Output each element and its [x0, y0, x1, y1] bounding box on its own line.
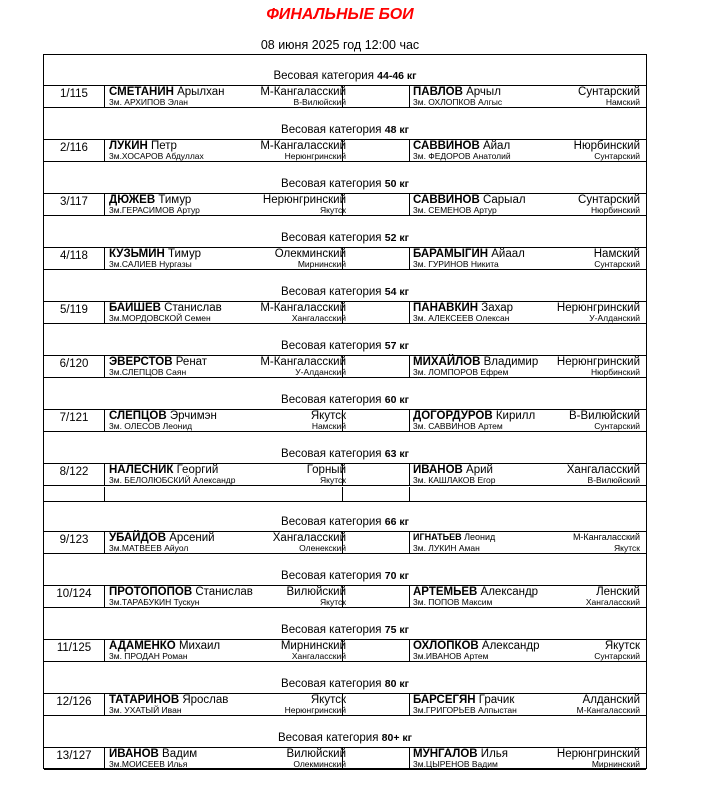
fighter-region: М-Кангаласский	[572, 532, 640, 542]
fighter-surname: АДАМЕНКО	[109, 640, 176, 652]
column-divider	[342, 487, 343, 501]
weight-category-prefix: Весовая категория	[273, 70, 374, 82]
coach-name: 3м. САВВИНОВ Артем	[413, 421, 503, 431]
weight-category-label	[44, 732, 646, 744]
weight-category-prefix: Весовая категория	[281, 232, 382, 244]
coach-region: Хангаласский	[585, 597, 640, 607]
column-divider	[104, 693, 105, 715]
fighter-region: Якутск	[310, 694, 346, 706]
fighter-given-name: Айал	[479, 140, 511, 152]
fighter-surname: УБАЙДОВ	[109, 532, 166, 544]
fighter-surname: ИВАНОВ	[109, 748, 159, 760]
coach-name: 3м.САЛИЕВ Нургазы	[109, 259, 192, 269]
row-divider	[44, 485, 646, 486]
column-divider	[409, 747, 410, 769]
coach-name: 3м. ПОПОВ Максим	[413, 597, 493, 607]
row-divider	[44, 161, 646, 162]
weight-category-value: 44-46 кг	[377, 70, 417, 82]
fighter-given-name: Арий	[462, 464, 493, 476]
bout-number: 5/119	[60, 304, 88, 316]
fighter-region: Нюрбинский	[573, 140, 640, 152]
coach-region: Мирнинский	[297, 259, 346, 269]
coach-region: Якутск	[614, 543, 640, 553]
coach-region: Якутск	[320, 475, 346, 485]
fighter-surname: ДЮЖЕВ	[109, 194, 156, 206]
bout-number: 13/127	[56, 750, 92, 762]
fighter-given-name: Тимур	[155, 194, 192, 206]
weight-category-value: 63 кг	[384, 448, 409, 460]
fighter-region: Хангаласский	[566, 464, 640, 476]
weight-category-prefix: Весовая категория	[281, 286, 382, 298]
fighter-surname: САВВИНОВ	[413, 194, 480, 206]
fighter-region: Вилюйский	[286, 748, 346, 760]
coach-region: Намский	[605, 97, 640, 107]
coach-name: 3м. БЕЛОЛЮБСКИЙ Александр	[109, 475, 236, 485]
coach-region: В-Вилюйский	[293, 97, 346, 107]
column-divider	[409, 531, 410, 553]
coach-name: 3м.СЛЕПЦОВ Саян	[109, 367, 187, 377]
fighter-surname: ТАТАРИНОВ	[109, 694, 180, 706]
coach-region: Намский	[311, 421, 346, 431]
fighter-region: Сунтарский	[578, 194, 640, 206]
coach-region: Сунтарский	[594, 259, 640, 269]
coach-region: У-Алданский	[589, 313, 640, 323]
column-divider	[104, 531, 105, 553]
coach-region: Сунтарский	[594, 421, 640, 431]
weight-category-prefix: Весовая категория	[281, 678, 382, 690]
fighter-surname: МУНГАЛОВ	[413, 748, 478, 760]
fighter-surname: АРТЕМЬЕВ	[413, 586, 478, 598]
column-divider	[104, 139, 105, 161]
fighter-region: М-Кангаласский	[260, 302, 346, 314]
coach-name: 3м. АЛЕКСЕЕВ Олексан	[413, 313, 510, 323]
coach-name: 3м. УХАТЫЙ Иван	[109, 705, 182, 715]
coach-region: Нюрбинский	[590, 205, 640, 215]
column-divider	[409, 409, 410, 431]
bout-number: 1/115	[60, 88, 88, 100]
column-divider	[409, 463, 410, 485]
column-divider	[409, 355, 410, 377]
fighter-surname: ЛУКИН	[109, 140, 148, 152]
coach-name: 3м.ИВАНОВ Артем	[413, 651, 489, 661]
fighter-given-name: Александр	[478, 640, 540, 652]
fighter-region: Якутск	[310, 410, 346, 422]
bout-number: 2/116	[60, 142, 88, 154]
fighter-surname: ЭВЕРСТОВ	[109, 356, 173, 368]
fighter-given-name: Ренат	[172, 356, 208, 368]
coach-name: 3м. АРХИПОВ Элан	[109, 97, 188, 107]
fighter-given-name: Айаал	[488, 248, 525, 260]
page-title: ФИНАЛЬНЫЕ БОИ	[266, 6, 414, 23]
column-divider	[104, 639, 105, 661]
column-divider	[104, 463, 105, 485]
bout-number: 6/120	[59, 358, 89, 370]
column-divider	[409, 693, 410, 715]
fighter-region: Горный	[306, 464, 346, 476]
weight-category-prefix: Весовая категория	[281, 448, 382, 460]
fighter-region: Ленский	[596, 586, 640, 598]
fighter-region: Нерюнгринский	[556, 302, 640, 314]
bout-number: 10/124	[56, 588, 92, 600]
fighter-given-name: Станислав	[192, 586, 253, 598]
weight-category-label	[44, 678, 646, 690]
coach-region: Сунтарский	[594, 151, 640, 161]
weight-category-prefix: Весовая категория	[281, 394, 382, 406]
weight-category-label	[44, 570, 646, 582]
bout-number: 8/122	[59, 466, 89, 478]
coach-region: Оленекский	[299, 543, 346, 553]
column-divider	[409, 301, 410, 323]
fighter-given-name: Илья	[477, 748, 508, 760]
fighter-given-name: Леонид	[461, 532, 496, 542]
fighter-surname: БАИШЕВ	[109, 302, 161, 314]
weight-category-label	[44, 178, 646, 190]
row-divider	[44, 431, 646, 432]
bout-number: 3/117	[60, 196, 88, 208]
fighter-region: Мирнинский	[280, 640, 346, 652]
bout-number: 12/126	[56, 696, 92, 708]
fighter-surname: САВВИНОВ	[413, 140, 480, 152]
fighter-surname: ИГНАТЬЕВ	[413, 532, 462, 542]
column-divider	[104, 409, 105, 431]
column-divider	[104, 355, 105, 377]
weight-category-prefix: Весовая категория	[277, 732, 379, 744]
column-divider	[409, 247, 410, 269]
coach-name: 3м. ГУРИНОВ Никита	[413, 259, 499, 269]
row-divider	[44, 107, 646, 108]
column-divider	[409, 139, 410, 161]
fighter-given-name: Кирилл	[492, 410, 536, 422]
fighter-given-name: Михаил	[175, 640, 221, 652]
fighter-surname: БАРСЕГЯН	[413, 694, 476, 706]
coach-region: Якутск	[320, 205, 346, 215]
coach-name: 3м. ФЕДОРОВ Анатолий	[413, 151, 511, 161]
fighter-given-name: Владимир	[480, 356, 539, 368]
coach-name: 3м. ОХЛОПКОВ Алгыс	[413, 97, 503, 107]
column-divider	[104, 585, 105, 607]
weight-category-value: 54 кг	[384, 286, 409, 298]
weight-category-value: 60 кг	[384, 394, 409, 406]
coach-name: 3м.ЦЫРЕНОВ Вадим	[413, 759, 498, 769]
fighter-surname: ОХЛОПКОВ	[413, 640, 479, 652]
row-divider	[44, 769, 646, 770]
column-divider	[104, 301, 105, 323]
row-divider	[44, 269, 646, 270]
fighter-surname: СЛЕПЦОВ	[109, 410, 167, 422]
weight-category-value: 70 кг	[384, 570, 409, 582]
fighter-region: М-Кангаласский	[260, 356, 346, 368]
fighter-region: В-Вилюйский	[569, 410, 640, 422]
fighter-given-name: Арылхан	[173, 86, 225, 98]
weight-category-value: 80+ кг	[381, 732, 413, 744]
coach-region: Сунтарский	[594, 651, 640, 661]
fighter-given-name: Вадим	[158, 748, 198, 760]
weight-category-label	[44, 448, 646, 460]
coach-name: 3м. ПРОДАН Роман	[109, 651, 188, 661]
row-divider	[44, 323, 646, 324]
fighter-region: Намский	[593, 248, 640, 260]
fighter-given-name: Захар	[478, 302, 514, 314]
row-divider	[44, 715, 646, 716]
fighter-region: Нерюнгринский	[556, 356, 640, 368]
coach-region: У-Алданский	[295, 367, 346, 377]
row-divider	[44, 607, 646, 608]
coach-name: 3м. ОЛЕСОВ Леонид	[109, 421, 193, 431]
coach-region: Нерюнгринский	[284, 705, 346, 715]
fighter-surname: МИХАЙЛОВ	[413, 356, 481, 368]
fighter-surname: ИВАНОВ	[413, 464, 463, 476]
coach-name: 3м.МОРДОВСКОЙ Семен	[109, 313, 211, 323]
fighter-given-name: Грачик	[475, 694, 515, 706]
fighter-region: Якутск	[604, 640, 640, 652]
row-divider	[44, 215, 646, 216]
coach-name: 3м.ГЕРАСИМОВ Артур	[109, 205, 200, 215]
coach-name: 3м. ЛОМПОРОВ Ефрем	[413, 367, 509, 377]
fighter-surname: БАРАМЫГИН	[413, 248, 489, 260]
fighter-given-name: Сарыал	[479, 194, 526, 206]
weight-category-value: 75 кг	[384, 624, 409, 636]
fighter-given-name: Александр	[477, 586, 539, 598]
column-divider	[104, 747, 105, 769]
fighter-region: М-Кангаласский	[260, 86, 346, 98]
coach-name: 3м.ГРИГОРЬЕВ Алпыстан	[413, 705, 517, 715]
weight-category-label	[44, 124, 646, 136]
fighter-given-name: Арсений	[166, 532, 215, 544]
fighter-surname: КУЗЬМИН	[109, 248, 165, 260]
weight-category-prefix: Весовая категория	[281, 516, 382, 528]
weight-category-prefix: Весовая категория	[281, 340, 382, 352]
coach-region: Мирнинский	[591, 759, 640, 769]
weight-category-value: 52 кг	[384, 232, 409, 244]
fighter-surname: ПАНАВКИН	[413, 302, 479, 314]
coach-region: Нерюнгринский	[284, 151, 346, 161]
weight-category-label	[44, 394, 646, 406]
fighter-given-name: Станислав	[160, 302, 222, 314]
fighter-surname: НАЛЕСНИК	[109, 464, 174, 476]
coach-name: 3м.МОИСЕЕВ Илья	[109, 759, 188, 769]
fighter-region: Алданский	[582, 694, 640, 706]
coach-region: Хангаласский	[291, 313, 346, 323]
column-divider	[409, 85, 410, 107]
column-divider	[409, 193, 410, 215]
column-divider	[409, 487, 410, 501]
fighter-given-name: Тимур	[164, 248, 201, 260]
coach-region: Якутск	[320, 597, 346, 607]
fighter-given-name: Петр	[147, 140, 177, 152]
weight-category-value: 48 кг	[384, 124, 409, 136]
weight-category-value: 57 кг	[384, 340, 409, 352]
weight-category-label	[44, 624, 646, 636]
event-datetime: 08 июня 2025 год 12:00 час	[260, 38, 420, 52]
weight-category-label	[44, 232, 646, 244]
weight-category-prefix: Весовая категория	[281, 570, 382, 582]
coach-name: 3м. ЛУКИН Аман	[413, 543, 480, 553]
weight-category-value: 50 кг	[384, 178, 409, 190]
fighter-surname: ПАВЛОВ	[413, 86, 463, 98]
weight-category-value: 66 кг	[384, 516, 409, 528]
bout-number: 9/123	[59, 534, 89, 546]
column-divider	[409, 639, 410, 661]
weight-category-label	[44, 340, 646, 352]
bouts-table	[43, 54, 647, 769]
coach-region: Нюрбинский	[590, 367, 640, 377]
coach-region: Хангаласский	[291, 651, 346, 661]
weight-category-label	[44, 286, 646, 298]
row-divider	[44, 377, 646, 378]
fighter-region: Нерюнгринский	[556, 748, 640, 760]
fighter-name-blue	[413, 532, 495, 542]
coach-region: М-Кангаласский	[576, 705, 640, 715]
fighter-region: Нерюнгринский	[262, 194, 346, 206]
coach-name: 3м.ТАРАБУКИН Тускун	[109, 597, 200, 607]
fighter-given-name: Ярослав	[179, 694, 229, 706]
coach-name: 3м. КАШЛАКОВ Егор	[413, 475, 496, 485]
bout-number: 11/125	[56, 642, 92, 654]
row-divider	[44, 661, 646, 662]
fighter-given-name: Георгий	[173, 464, 219, 476]
fighter-region: Хангаласский	[272, 532, 346, 544]
row-divider	[44, 501, 646, 502]
coach-region: Олекминский	[293, 759, 346, 769]
fighter-region: Вилюйский	[286, 586, 346, 598]
coach-region: В-Вилюйский	[587, 475, 640, 485]
column-divider	[104, 487, 105, 501]
weight-category-label	[44, 516, 646, 528]
column-divider	[104, 247, 105, 269]
weight-category-label	[44, 70, 646, 82]
coach-name: 3м.МАТВЕЕВ Айуол	[109, 543, 189, 553]
bout-number: 7/121	[59, 412, 89, 424]
weight-category-prefix: Весовая категория	[281, 178, 382, 190]
coach-name: 3м.ХОСАРОВ Абдуллах	[109, 151, 204, 161]
fighter-region: М-Кангаласский	[260, 140, 346, 152]
fighter-surname: СМЕТАНИН	[109, 86, 174, 98]
bout-number: 4/118	[60, 250, 88, 262]
fighter-region: Сунтарский	[578, 86, 640, 98]
weight-category-prefix: Весовая категория	[281, 124, 382, 136]
fighter-given-name: Эрчимэн	[166, 410, 217, 422]
column-divider	[104, 85, 105, 107]
row-divider	[44, 553, 646, 554]
weight-category-value: 80 кг	[384, 678, 409, 690]
column-divider	[104, 193, 105, 215]
fighter-region: Олекминский	[274, 248, 346, 260]
weight-category-prefix: Весовая категория	[281, 624, 382, 636]
coach-name: 3м. СЕМЕНОВ Артур	[413, 205, 497, 215]
fighter-surname: ПРОТОПОПОВ	[109, 586, 193, 598]
column-divider	[409, 585, 410, 607]
fighter-given-name: Арчыл	[462, 86, 501, 98]
fighter-surname: ДОГОРДУРОВ	[413, 410, 493, 422]
